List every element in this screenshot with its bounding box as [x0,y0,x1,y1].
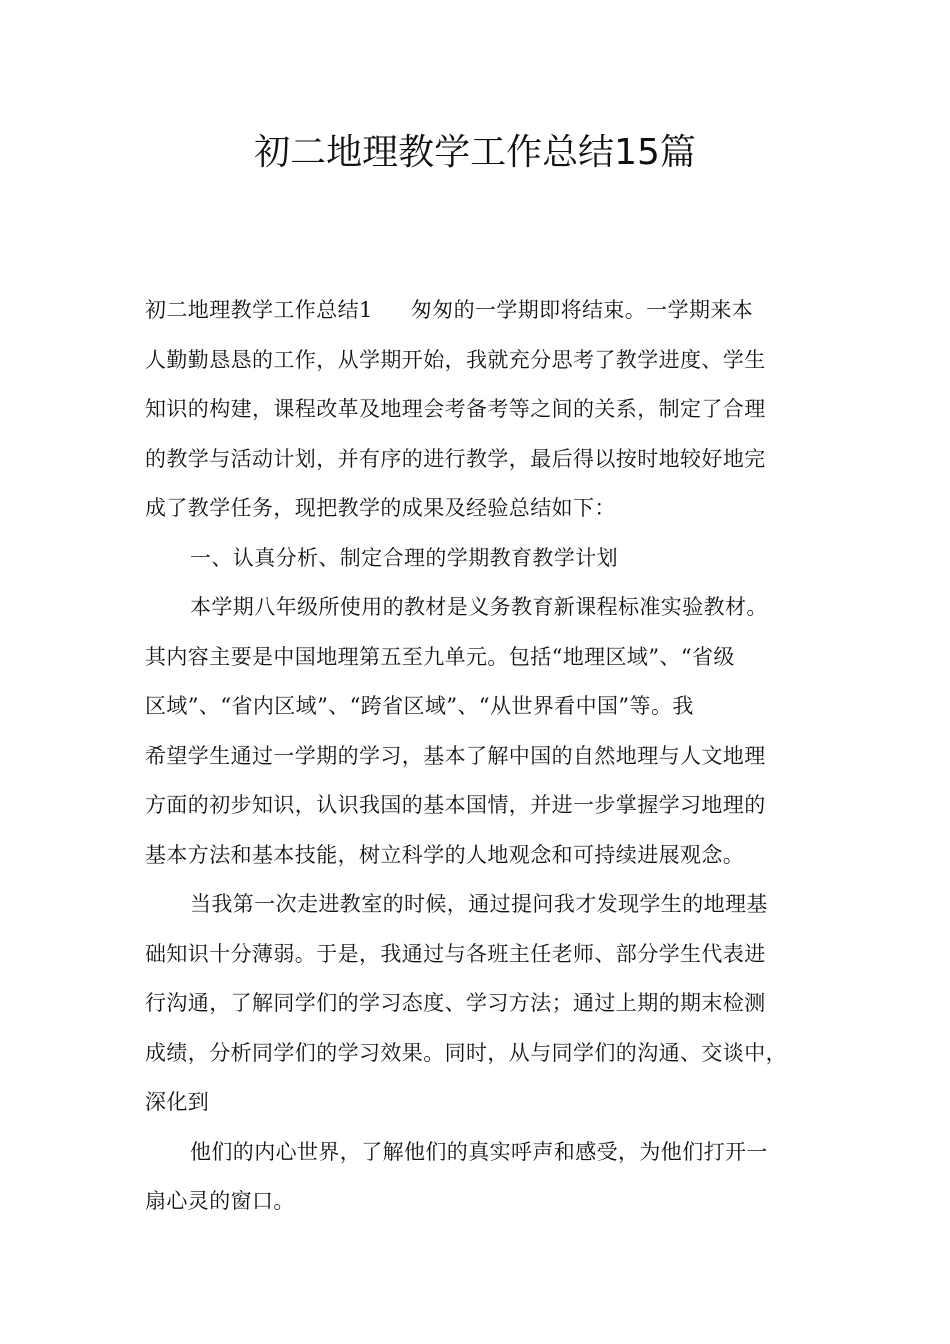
document-title: 初二地理教学工作总结15篇 [254,132,696,173]
body-line: 区域”、“省内区域”、“跨省区域”、“从世界看中国”等。我 [145,694,694,718]
body-line: 方面的初步知识，认识我国的基本国情，并进一步掌握学习地理的 [145,793,766,817]
body-line: 其内容主要是中国地理第五至九单元。包括“地理区域”、“省级 [145,644,735,669]
body-line: 知识的构建，课程改革及地理会考备考等之间的关系，制定了合理 [145,397,766,421]
body-line: 当我第一次走进教室的时候，通过提问我才发现学生的地理基 [190,892,768,916]
body-line: 扇心灵的窗口。 [145,1189,295,1213]
body-line: 成绩，分析同学们的学习效果。同时，从与同学们的沟通、交谈中， [145,1040,787,1065]
body-line: 人勤勤恳恳的工作，从学期开始，我就充分思考了教学进度、学生 [145,347,766,372]
document-body [145,286,820,1227]
body-line: 希望学生通过一学期的学习，基本了解中国的自然地理与人文地理 [145,743,766,768]
body-line: 他们的内心世界，了解他们的真实呼声和感受，为他们打开一 [190,1139,768,1164]
body-line: 基本方法和基本技能，树立科学的人地观念和可持续进展观念。 [145,842,745,867]
body-line: 本学期八年级所使用的教材是义务教育新课程标准实验教材。 [190,595,768,619]
body-line: 的教学与活动计划，并有序的进行教学，最后得以按时地较好地完 [145,446,766,471]
section-heading: 一、认真分析、制定合理的学期教育教学计划 [190,545,618,570]
body-line [145,286,820,336]
body-line-text: 匆匆的一学期即将结束。一学期来本 [410,298,754,322]
section-label: 初二地理教学工作总结1 [145,298,373,322]
body-line: 深化到 [145,1090,210,1114]
body-line: 成了教学任务，现把教学的成果及经验总结如下： [145,496,616,520]
body-line: 础知识十分薄弱。于是，我通过与各班主任老师、部分学生代表进 [145,941,766,966]
body-line: 行沟通，了解同学们的学习态度、学习方法；通过上期的期末检测 [145,991,766,1015]
